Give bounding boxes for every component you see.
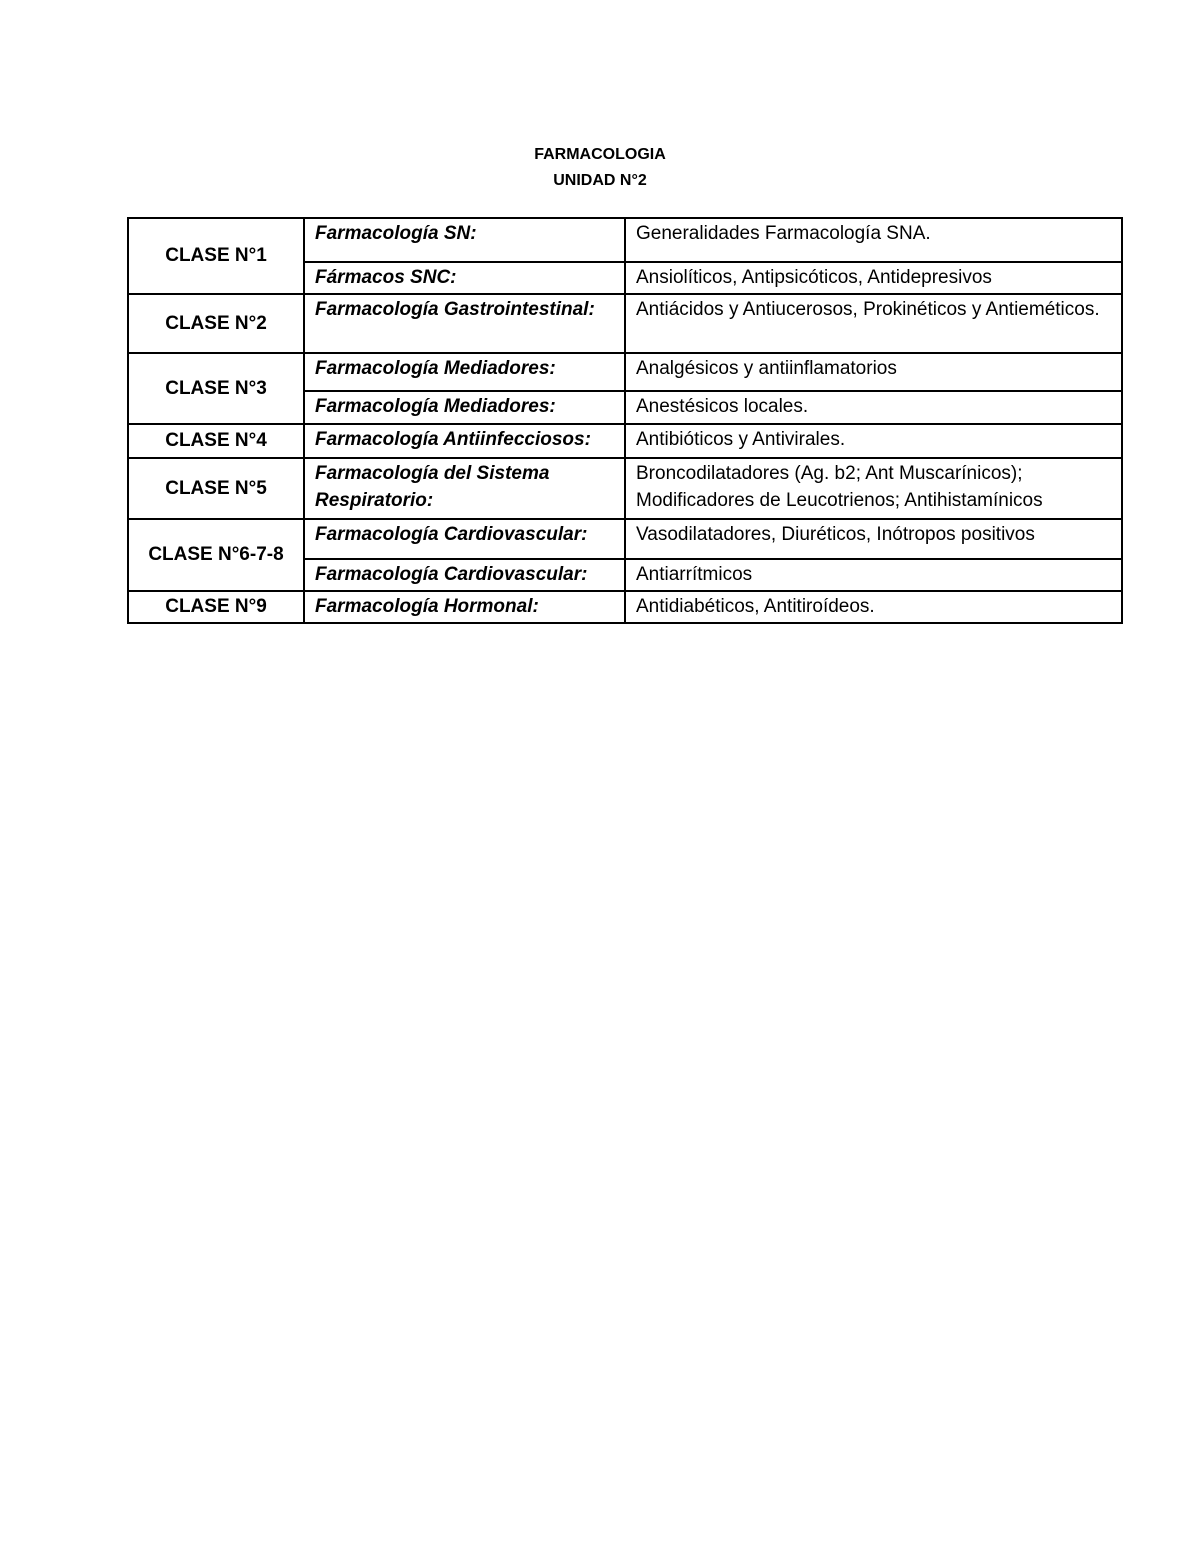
table-row bbox=[128, 458, 1122, 519]
topic-cell: Farmacología del Sistema Respiratorio: bbox=[304, 458, 625, 519]
content-cell: Vasodilatadores, Diuréticos, Inótropos positivos bbox=[625, 519, 1122, 559]
content-cell: Broncodilatadores (Ag. b2; Ant Muscarínicos); Modificadores de Leucotrienos; Antihistamínicos bbox=[625, 458, 1122, 519]
table-row bbox=[128, 519, 1122, 559]
topic-cell: Farmacología Hormonal: bbox=[304, 591, 625, 623]
topic-cell: Farmacología Mediadores: bbox=[304, 353, 625, 391]
topic-cell: Fármacos SNC: bbox=[304, 262, 625, 294]
class-number-cell: CLASE N°6-7-8 bbox=[128, 519, 304, 591]
class-number-cell: CLASE N°3 bbox=[128, 353, 304, 424]
document-subtitle: UNIDAD N°2 bbox=[553, 172, 647, 189]
table-row bbox=[128, 294, 1122, 353]
content-cell: Analgésicos y antiinflamatorios bbox=[625, 353, 1122, 391]
topic-cell: Farmacología Mediadores: bbox=[304, 391, 625, 424]
class-number-cell: CLASE N°9 bbox=[128, 591, 304, 623]
topic-cell: Farmacología Cardiovascular: bbox=[304, 559, 625, 591]
table-row bbox=[128, 424, 1122, 458]
content-cell: Antiarrítmicos bbox=[625, 559, 1122, 591]
document-title: FARMACOLOGIA bbox=[534, 146, 666, 163]
topic-cell: Farmacología Gastrointestinal: bbox=[304, 294, 625, 353]
table-row bbox=[128, 591, 1122, 623]
class-number-cell: CLASE N°5 bbox=[128, 458, 304, 519]
class-number-cell: CLASE N°1 bbox=[128, 218, 304, 294]
content-cell: Antibióticos y Antivirales. bbox=[625, 424, 1122, 458]
content-cell: Ansiolíticos, Antipsicóticos, Antidepresivos bbox=[625, 262, 1122, 294]
topic-cell: Farmacología Antiinfecciosos: bbox=[304, 424, 625, 458]
content-cell: Anestésicos locales. bbox=[625, 391, 1122, 424]
table-row bbox=[128, 218, 1122, 262]
topic-cell: Farmacología SN: bbox=[304, 218, 625, 262]
content-cell: Antidiabéticos, Antitiroídeos. bbox=[625, 591, 1122, 623]
table-row bbox=[128, 353, 1122, 391]
class-schedule-table bbox=[127, 217, 1123, 624]
topic-cell: Farmacología Cardiovascular: bbox=[304, 519, 625, 559]
content-cell: Antiácidos y Antiucerosos, Prokinéticos y Antieméticos. bbox=[625, 294, 1122, 353]
content-cell: Generalidades Farmacología SNA. bbox=[625, 218, 1122, 262]
class-number-cell: CLASE N°2 bbox=[128, 294, 304, 353]
class-number-cell: CLASE N°4 bbox=[128, 424, 304, 458]
document-header bbox=[0, 142, 1200, 194]
